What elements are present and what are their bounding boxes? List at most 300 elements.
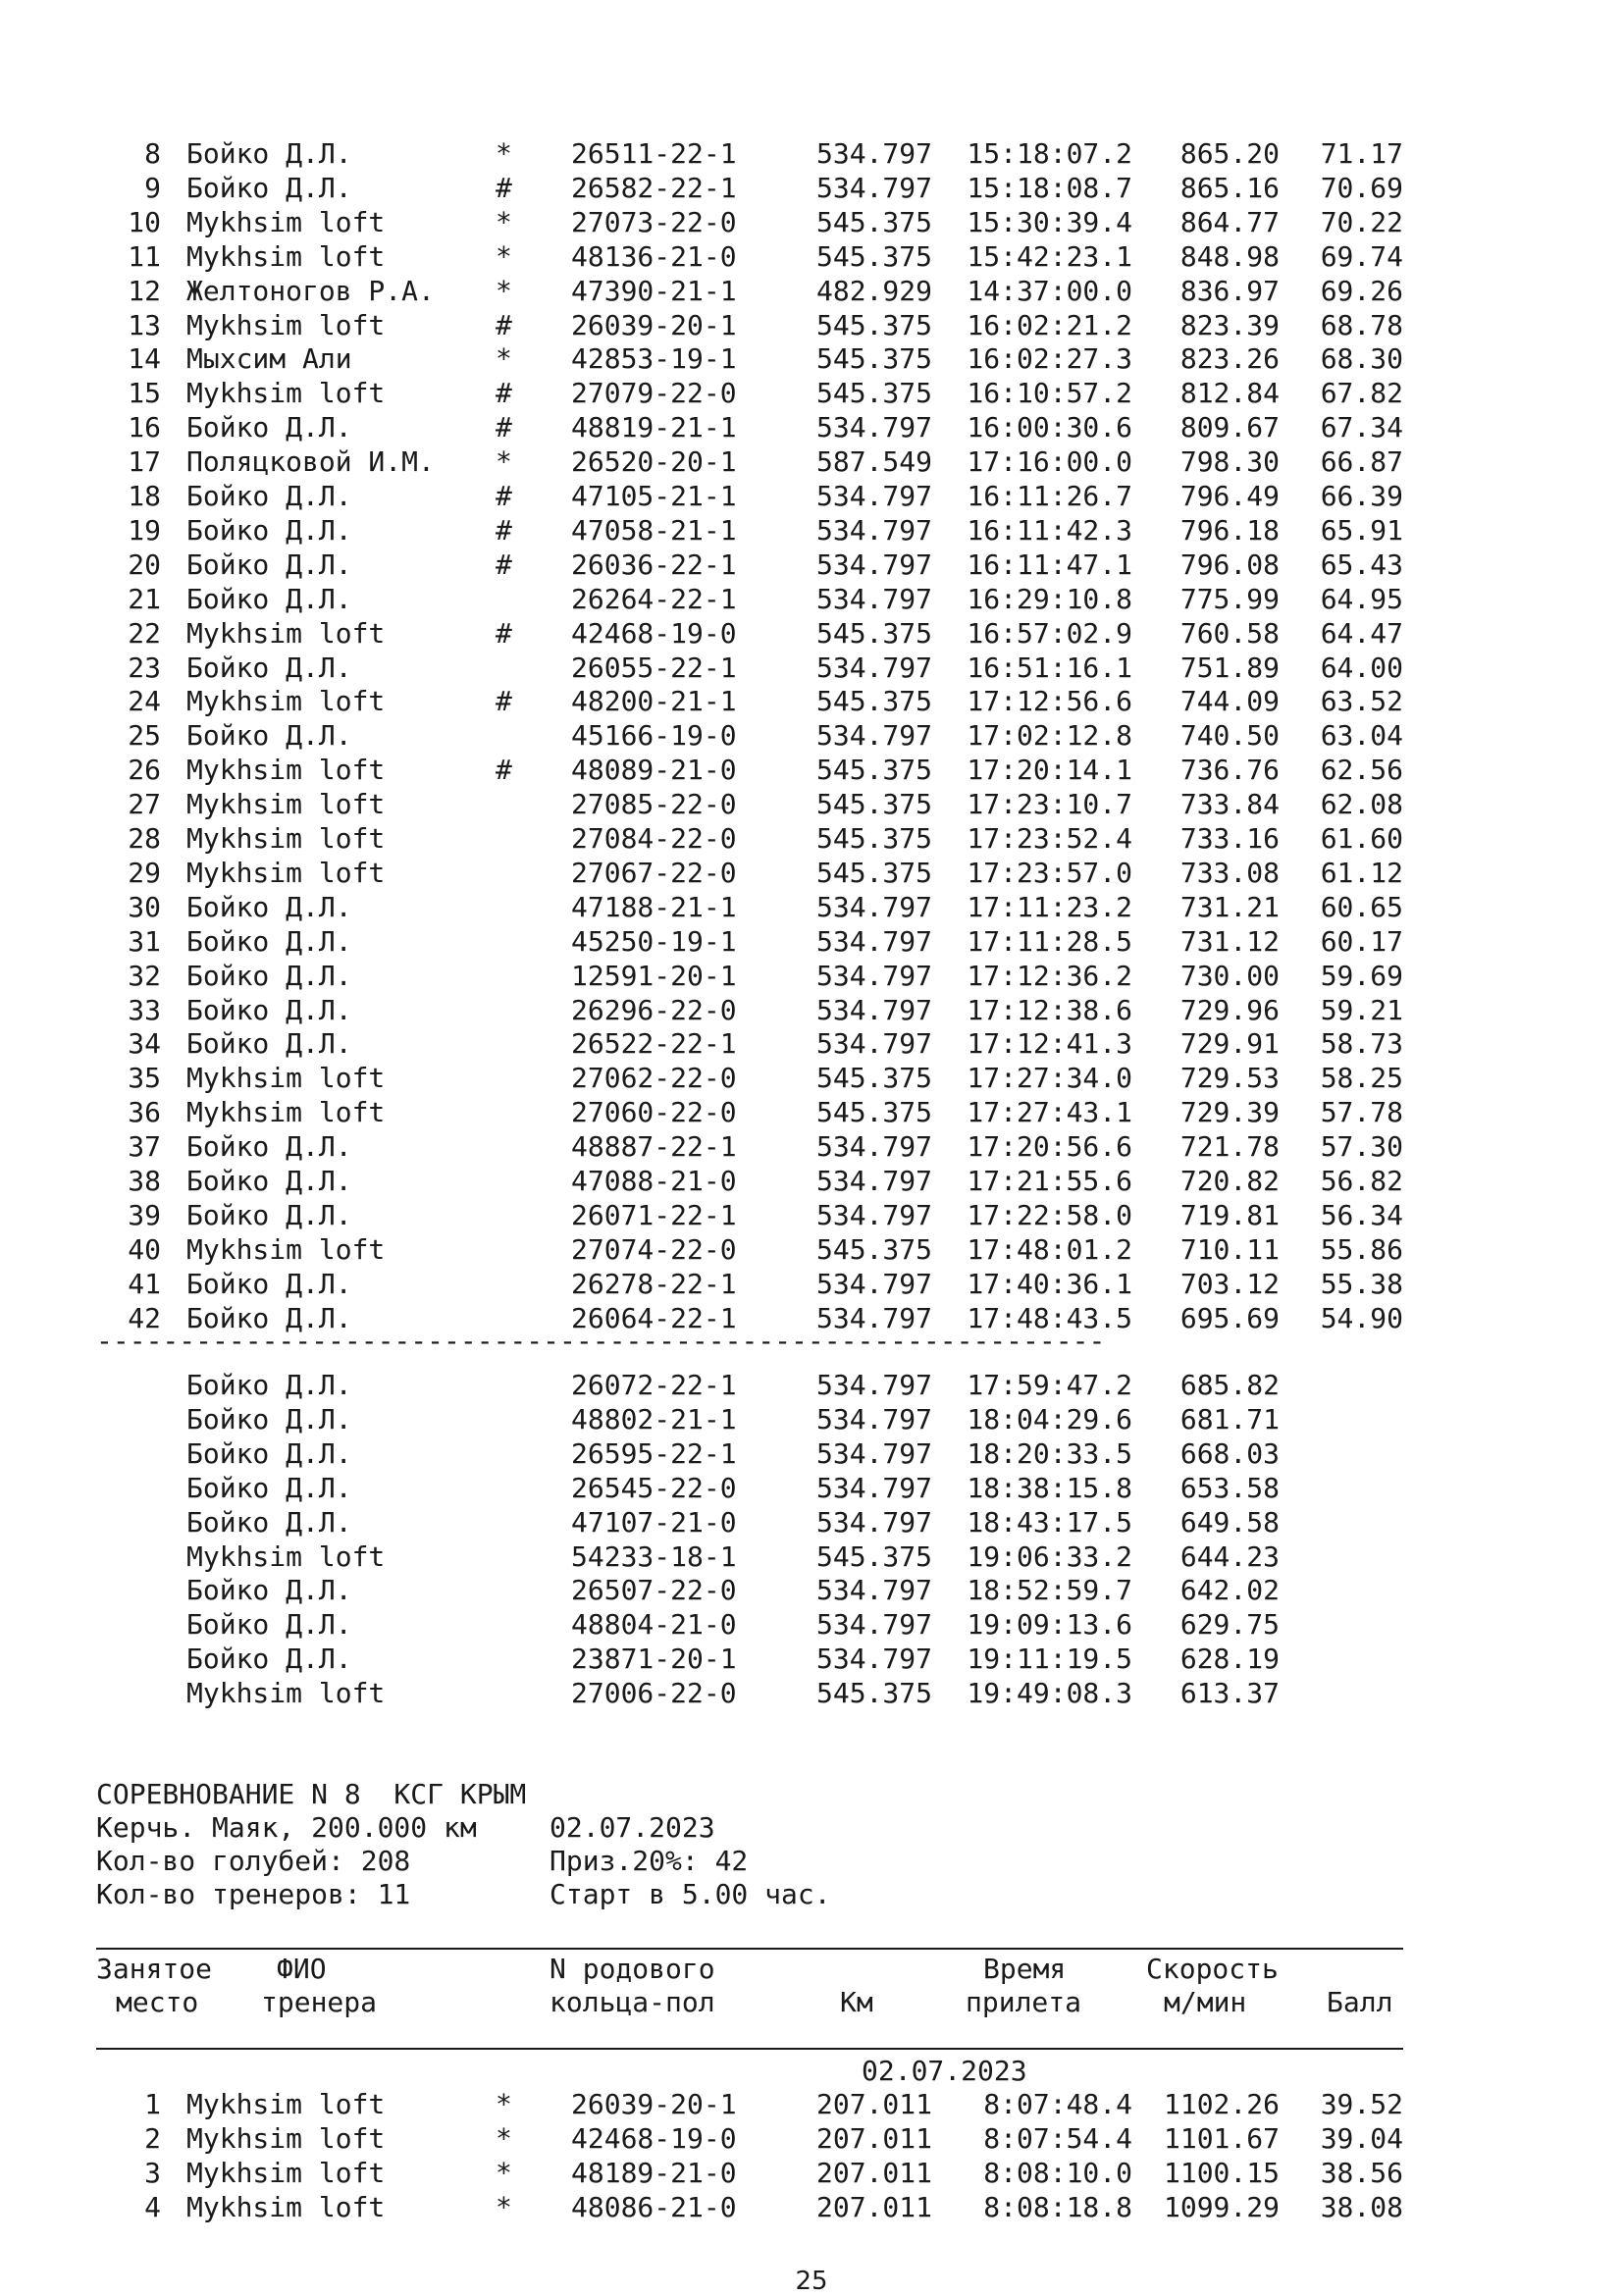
cell-place: 26: [128, 754, 161, 787]
table-row: [0, 377, 1623, 410]
table-row: [0, 1677, 1623, 1710]
table-row: [0, 206, 1623, 239]
cell-speed: 720.82: [1179, 1165, 1280, 1197]
cell-name: Бойко Д.Л.: [186, 1505, 352, 1539]
cell-speed: 642.02: [1179, 1574, 1280, 1607]
header-speed-1: Скорость: [1146, 1953, 1279, 1985]
cell-time: 17:48:01.2: [967, 1232, 1132, 1266]
cell-ring: 26278-22-1: [571, 1267, 737, 1300]
cell-ring: 26064-22-1: [571, 1301, 737, 1334]
table-row: [0, 857, 1623, 890]
cell-speed: 731.12: [1179, 924, 1280, 958]
cell-speed: 736.76: [1179, 754, 1280, 787]
cell-place: 17: [128, 445, 161, 479]
cell-speed: 796.18: [1179, 513, 1280, 547]
cell-ring: 26039-20-1: [571, 308, 737, 341]
cell-time: 17:59:47.2: [967, 1369, 1132, 1401]
competition-pigeons: Кол-во голубей: 208: [96, 1845, 411, 1877]
cell-name: Бойко Д.Л.: [186, 1130, 352, 1164]
header-ring-1: N родового: [550, 1953, 715, 1985]
cell-km: 545.375: [815, 1232, 932, 1266]
cell-km: 545.375: [815, 1062, 932, 1095]
cell-speed: 775.99: [1179, 582, 1280, 615]
cell-points: 64.00: [1320, 651, 1403, 684]
cell-time: 15:18:08.7: [967, 171, 1132, 204]
cell-speed: 744.09: [1179, 685, 1280, 718]
cell-ring: 48802-21-1: [571, 1402, 737, 1435]
cell-time: 16:11:26.7: [967, 480, 1132, 512]
competition-start: Старт в 5.00 час.: [550, 1878, 831, 1910]
cell-mark: #: [496, 480, 512, 512]
cell-place: 9: [144, 171, 161, 204]
cell-time: 17:27:43.1: [967, 1096, 1132, 1129]
header-place-1: Занятое: [96, 1953, 213, 1985]
cell-km: 534.797: [815, 1165, 932, 1197]
cell-ring: 48200-21-1: [571, 685, 737, 718]
cell-km: 545.375: [815, 685, 932, 718]
cell-points: 68.78: [1320, 308, 1403, 341]
cell-km: 534.797: [815, 1436, 932, 1470]
cell-km: 534.797: [815, 719, 932, 753]
cell-place: 13: [128, 308, 161, 341]
cell-place: 32: [128, 959, 161, 992]
cell-name: Бойко Д.Л.: [186, 1301, 352, 1334]
cell-name: Mykhsim loft: [186, 239, 386, 273]
table-row: [0, 275, 1623, 308]
header-ring-2: кольца-пол: [550, 1986, 715, 2018]
cell-points: 59.21: [1320, 993, 1403, 1026]
cell-ring: 26507-22-0: [571, 1574, 737, 1607]
cell-ring: 48086-21-0: [571, 2190, 737, 2223]
cell-name: Бойко Д.Л.: [186, 582, 352, 615]
cell-km: 207.011: [815, 2088, 932, 2120]
cell-name: Mykhsim loft: [186, 754, 386, 787]
table-row: [0, 754, 1623, 787]
table-row: [0, 1643, 1623, 1676]
cell-speed: 730.00: [1179, 959, 1280, 992]
header-name-2: тренера: [261, 1986, 378, 2018]
cell-speed: 649.58: [1179, 1505, 1280, 1539]
table-row: [0, 309, 1623, 342]
cell-time: 16:57:02.9: [967, 616, 1132, 650]
cell-km: 534.797: [815, 1402, 932, 1435]
cell-time: 17:11:28.5: [967, 924, 1132, 958]
cell-time: 16:11:42.3: [967, 513, 1132, 547]
table-row: [0, 1540, 1623, 1574]
cell-speed: 733.84: [1179, 788, 1280, 821]
cell-km: 207.011: [815, 2121, 932, 2155]
cell-name: Бойко Д.Л.: [186, 137, 352, 170]
cell-ring: 26071-22-1: [571, 1198, 737, 1231]
cell-time: 18:38:15.8: [967, 1471, 1132, 1504]
table-row: [0, 2157, 1623, 2190]
cell-km: 534.797: [815, 1505, 932, 1539]
cell-time: 15:30:39.4: [967, 205, 1132, 238]
cell-km: 545.375: [815, 1096, 932, 1129]
cell-time: 8:07:48.4: [983, 2088, 1132, 2120]
cell-time: 17:23:57.0: [967, 856, 1132, 889]
table-row: [0, 1574, 1623, 1607]
cell-ring: 12591-20-1: [571, 959, 737, 992]
cell-speed: 729.96: [1179, 993, 1280, 1026]
cell-place: 4: [144, 2190, 161, 2223]
cell-points: 66.39: [1320, 480, 1403, 512]
cell-time: 17:23:52.4: [967, 822, 1132, 855]
cell-km: 534.797: [815, 924, 932, 958]
cell-km: 545.375: [815, 1677, 932, 1710]
cell-points: 38.08: [1320, 2190, 1403, 2223]
cell-name: Бойко Д.Л.: [186, 1643, 352, 1676]
cell-km: 545.375: [815, 754, 932, 787]
cell-speed: 864.77: [1179, 205, 1280, 238]
cell-speed: 729.91: [1179, 1027, 1280, 1061]
cell-place: 33: [128, 993, 161, 1026]
cell-km: 534.797: [815, 1471, 932, 1504]
cell-mark: *: [496, 445, 512, 479]
cell-name: Бойко Д.Л.: [186, 1267, 352, 1300]
cell-name: Бойко Д.Л.: [186, 959, 352, 992]
cell-name: Бойко Д.Л.: [186, 651, 352, 684]
cell-speed: 628.19: [1179, 1643, 1280, 1676]
cell-points: 67.34: [1320, 411, 1403, 444]
cell-time: 17:20:14.1: [967, 754, 1132, 787]
cell-speed: 721.78: [1179, 1130, 1280, 1164]
cell-points: 54.90: [1320, 1301, 1403, 1334]
cell-ring: 54233-18-1: [571, 1539, 737, 1573]
table-row: [0, 2122, 1623, 2156]
cell-points: 64.47: [1320, 616, 1403, 650]
cell-place: 41: [128, 1267, 161, 1300]
cell-name: Mykhsim loft: [186, 1096, 386, 1129]
cell-name: Mykhsim loft: [186, 822, 386, 855]
cell-place: 31: [128, 924, 161, 958]
cell-place: 18: [128, 480, 161, 512]
cell-speed: 695.69: [1179, 1301, 1280, 1334]
table-row: [0, 548, 1623, 582]
cell-points: 66.87: [1320, 445, 1403, 479]
cell-time: 8:08:18.8: [983, 2190, 1132, 2223]
cell-mark: #: [496, 308, 512, 341]
cell-speed: 733.08: [1179, 856, 1280, 889]
cell-name: Желтоногов Р.А.: [186, 274, 435, 307]
cell-km: 587.549: [815, 445, 932, 479]
cell-speed: 668.03: [1179, 1436, 1280, 1470]
cell-speed: 848.98: [1179, 239, 1280, 273]
cell-km: 545.375: [815, 788, 932, 821]
cell-mark: *: [496, 239, 512, 273]
table-row: [0, 583, 1623, 616]
cell-mark: *: [496, 137, 512, 170]
cell-points: 57.78: [1320, 1096, 1403, 1129]
cell-ring: 26264-22-1: [571, 582, 737, 615]
table-row: [0, 342, 1623, 376]
cell-name: Бойко Д.Л.: [186, 719, 352, 753]
header-time-2: прилета: [966, 1986, 1082, 2018]
table-row: [0, 719, 1623, 753]
cell-ring: 48804-21-0: [571, 1608, 737, 1642]
table-row: [0, 1608, 1623, 1642]
cell-time: 17:02:12.8: [967, 719, 1132, 753]
table-row: [0, 2088, 1623, 2121]
cell-place: 25: [128, 719, 161, 753]
cell-name: Mykhsim loft: [186, 856, 386, 889]
cell-time: 8:07:54.4: [983, 2121, 1132, 2155]
cell-ring: 27067-22-0: [571, 856, 737, 889]
cell-points: 63.04: [1320, 719, 1403, 753]
cell-speed: 1102.26: [1163, 2088, 1280, 2120]
table-row: [0, 2191, 1623, 2224]
cell-ring: 26595-22-1: [571, 1436, 737, 1470]
cell-points: 59.69: [1320, 959, 1403, 992]
table-row: [0, 1437, 1623, 1471]
cell-mark: #: [496, 754, 512, 787]
cell-points: 38.56: [1320, 2156, 1403, 2189]
table-row: [0, 822, 1623, 856]
cell-points: 60.65: [1320, 890, 1403, 923]
table-row: [0, 445, 1623, 479]
cell-km: 534.797: [815, 1643, 932, 1676]
cell-place: 3: [144, 2156, 161, 2189]
cell-ring: 48089-21-0: [571, 754, 737, 787]
cell-place: 2: [144, 2121, 161, 2155]
cell-time: 19:49:08.3: [967, 1677, 1132, 1710]
cell-points: 55.86: [1320, 1232, 1403, 1266]
cell-speed: 653.58: [1179, 1471, 1280, 1504]
cell-time: 17:11:23.2: [967, 890, 1132, 923]
cell-ring: 27006-22-0: [571, 1677, 737, 1710]
cell-name: Mykhsim loft: [186, 2156, 386, 2189]
cell-points: 58.25: [1320, 1062, 1403, 1095]
cell-points: 69.26: [1320, 274, 1403, 307]
table-row: [0, 1403, 1623, 1436]
cell-mark: *: [496, 2088, 512, 2120]
cell-ring: 42853-19-1: [571, 342, 737, 376]
cell-km: 545.375: [815, 239, 932, 273]
header-points-2: Балл: [1327, 1986, 1393, 2018]
cell-ring: 27074-22-0: [571, 1232, 737, 1266]
cell-name: Бойко Д.Л.: [186, 1436, 352, 1470]
cell-mark: *: [496, 342, 512, 376]
cell-name: Бойко Д.Л.: [186, 480, 352, 512]
cell-km: 534.797: [815, 1198, 932, 1231]
cell-points: 71.17: [1320, 137, 1403, 170]
cell-place: 35: [128, 1062, 161, 1095]
cell-speed: 719.81: [1179, 1198, 1280, 1231]
cell-time: 16:11:47.1: [967, 548, 1132, 581]
table-row: [0, 994, 1623, 1027]
cell-km: 534.797: [815, 171, 932, 204]
cell-speed: 823.39: [1179, 308, 1280, 341]
cell-name: Бойко Д.Л.: [186, 1198, 352, 1231]
cell-ring: 27084-22-0: [571, 822, 737, 855]
cell-mark: #: [496, 513, 512, 547]
cell-ring: 26055-22-1: [571, 651, 737, 684]
cell-name: Бойко Д.Л.: [186, 1369, 352, 1401]
cell-speed: 740.50: [1179, 719, 1280, 753]
cell-km: 545.375: [815, 1539, 932, 1573]
cell-place: 20: [128, 548, 161, 581]
cell-name: Mykhsim loft: [186, 1062, 386, 1095]
cell-ring: 26072-22-1: [571, 1369, 737, 1401]
cell-points: 60.17: [1320, 924, 1403, 958]
competition-title: СОРЕВНОВАНИЕ N 8 КСГ КРЫМ: [96, 1778, 527, 1810]
cell-time: 17:12:56.6: [967, 685, 1132, 718]
cell-points: 68.30: [1320, 342, 1403, 376]
cell-points: 64.95: [1320, 582, 1403, 615]
cell-speed: 836.97: [1179, 274, 1280, 307]
cell-place: 21: [128, 582, 161, 615]
cell-place: 34: [128, 1027, 161, 1061]
cell-time: 17:22:58.0: [967, 1198, 1132, 1231]
cell-ring: 47088-21-0: [571, 1165, 737, 1197]
cell-speed: 710.11: [1179, 1232, 1280, 1266]
cell-time: 17:16:00.0: [967, 445, 1132, 479]
cell-ring: 26520-20-1: [571, 445, 737, 479]
cell-name: Mykhsim loft: [186, 2190, 386, 2223]
cell-place: 12: [128, 274, 161, 307]
cell-speed: 823.26: [1179, 342, 1280, 376]
cell-ring: 47107-21-0: [571, 1505, 737, 1539]
cell-place: 38: [128, 1165, 161, 1197]
cell-name: Бойко Д.Л.: [186, 513, 352, 547]
cell-km: 482.929: [815, 274, 932, 307]
header-bottom-rule: [96, 2048, 1403, 2050]
table-row: [0, 480, 1623, 513]
cell-name: Mykhsim loft: [186, 2121, 386, 2155]
table-row: [0, 652, 1623, 685]
cell-ring: 42468-19-0: [571, 616, 737, 650]
cell-points: 62.08: [1320, 788, 1403, 821]
table-row: [0, 1369, 1623, 1402]
cell-mark: *: [496, 2121, 512, 2155]
cell-time: 17:40:36.1: [967, 1267, 1132, 1300]
cell-ring: 26522-22-1: [571, 1027, 737, 1061]
table-row: [0, 1096, 1623, 1129]
table-row: [0, 1199, 1623, 1232]
header-name-1: ФИО: [277, 1953, 327, 1985]
cell-place: 36: [128, 1096, 161, 1129]
header-speed-2: м/мин: [1164, 1986, 1247, 2018]
cell-time: 19:09:13.6: [967, 1608, 1132, 1642]
cell-place: 28: [128, 822, 161, 855]
cell-name: Mykhsim loft: [186, 685, 386, 718]
table-row: [0, 788, 1623, 821]
cell-ring: 27079-22-0: [571, 377, 737, 410]
cell-ring: 26296-22-0: [571, 993, 737, 1026]
cell-place: 19: [128, 513, 161, 547]
cell-name: Mykhsim loft: [186, 788, 386, 821]
cell-place: 1: [144, 2088, 161, 2120]
cell-km: 545.375: [815, 856, 932, 889]
cell-points: 57.30: [1320, 1130, 1403, 1164]
cell-points: 39.52: [1320, 2088, 1403, 2120]
cell-name: Mykhsim loft: [186, 377, 386, 410]
cell-place: 24: [128, 685, 161, 718]
header-time-1: Время: [983, 1953, 1067, 1985]
cell-mark: #: [496, 377, 512, 410]
cell-ring: 26545-22-0: [571, 1471, 737, 1504]
cell-mark: #: [496, 171, 512, 204]
cell-place: 40: [128, 1232, 161, 1266]
cell-km: 545.375: [815, 308, 932, 341]
cell-km: 207.011: [815, 2156, 932, 2189]
cell-ring: 27085-22-0: [571, 788, 737, 821]
table-row: [0, 891, 1623, 924]
cell-speed: 796.49: [1179, 480, 1280, 512]
cell-km: 534.797: [815, 1130, 932, 1164]
cell-ring: 27062-22-0: [571, 1062, 737, 1095]
cell-km: 207.011: [815, 2190, 932, 2223]
cell-name: Бойко Д.Л.: [186, 548, 352, 581]
table-row: [0, 925, 1623, 959]
cell-ring: 48819-21-1: [571, 411, 737, 444]
cell-ring: 27073-22-0: [571, 205, 737, 238]
cell-km: 534.797: [815, 1267, 932, 1300]
cell-points: 70.69: [1320, 171, 1403, 204]
cell-mark: *: [496, 2156, 512, 2189]
table-row: [0, 1027, 1623, 1061]
competition-date: 02.07.2023: [550, 1811, 715, 1844]
cell-time: 17:12:41.3: [967, 1027, 1132, 1061]
cell-km: 534.797: [815, 411, 932, 444]
competition-trainers: Кол-во тренеров: 11: [96, 1878, 411, 1910]
cell-ring: 47058-21-1: [571, 513, 737, 547]
cell-name: Бойко Д.Л.: [186, 171, 352, 204]
cell-points: 61.60: [1320, 822, 1403, 855]
cell-mark: #: [496, 548, 512, 581]
cell-time: 18:04:29.6: [967, 1402, 1132, 1435]
cell-speed: 733.16: [1179, 822, 1280, 855]
table-row: [0, 960, 1623, 993]
cell-km: 534.797: [815, 1369, 932, 1401]
cell-km: 545.375: [815, 377, 932, 410]
cell-points: 56.34: [1320, 1198, 1403, 1231]
cell-points: 62.56: [1320, 754, 1403, 787]
cell-speed: 731.21: [1179, 890, 1280, 923]
cell-km: 534.797: [815, 480, 932, 512]
cell-km: 534.797: [815, 513, 932, 547]
table-row: [0, 240, 1623, 274]
cell-time: 18:20:33.5: [967, 1436, 1132, 1470]
cell-speed: 1099.29: [1163, 2190, 1280, 2223]
cell-speed: 729.39: [1179, 1096, 1280, 1129]
cell-km: 534.797: [815, 890, 932, 923]
cell-km: 534.797: [815, 137, 932, 170]
dashed-separator: -------------------------------------------------------------: [96, 1325, 1106, 1357]
cell-time: 16:02:27.3: [967, 342, 1132, 376]
cell-speed: 751.89: [1179, 651, 1280, 684]
cell-km: 534.797: [815, 651, 932, 684]
cell-points: 69.74: [1320, 239, 1403, 273]
page-number: 25: [795, 2267, 828, 2296]
header-km-2: Км: [840, 1986, 873, 2018]
cell-km: 534.797: [815, 1027, 932, 1061]
cell-ring: 48887-22-1: [571, 1130, 737, 1164]
cell-time: 16:00:30.6: [967, 411, 1132, 444]
table-row: [0, 411, 1623, 444]
cell-ring: 47188-21-1: [571, 890, 737, 923]
cell-ring: 26511-22-1: [571, 137, 737, 170]
cell-time: 16:51:16.1: [967, 651, 1132, 684]
cell-points: 65.91: [1320, 513, 1403, 547]
cell-km: 545.375: [815, 822, 932, 855]
cell-km: 534.797: [815, 1574, 932, 1607]
cell-name: Mykhsim loft: [186, 1232, 386, 1266]
table-row: [0, 617, 1623, 651]
cell-time: 19:11:19.5: [967, 1643, 1132, 1676]
cell-name: Бойко Д.Л.: [186, 924, 352, 958]
cell-ring: 26582-22-1: [571, 171, 737, 204]
